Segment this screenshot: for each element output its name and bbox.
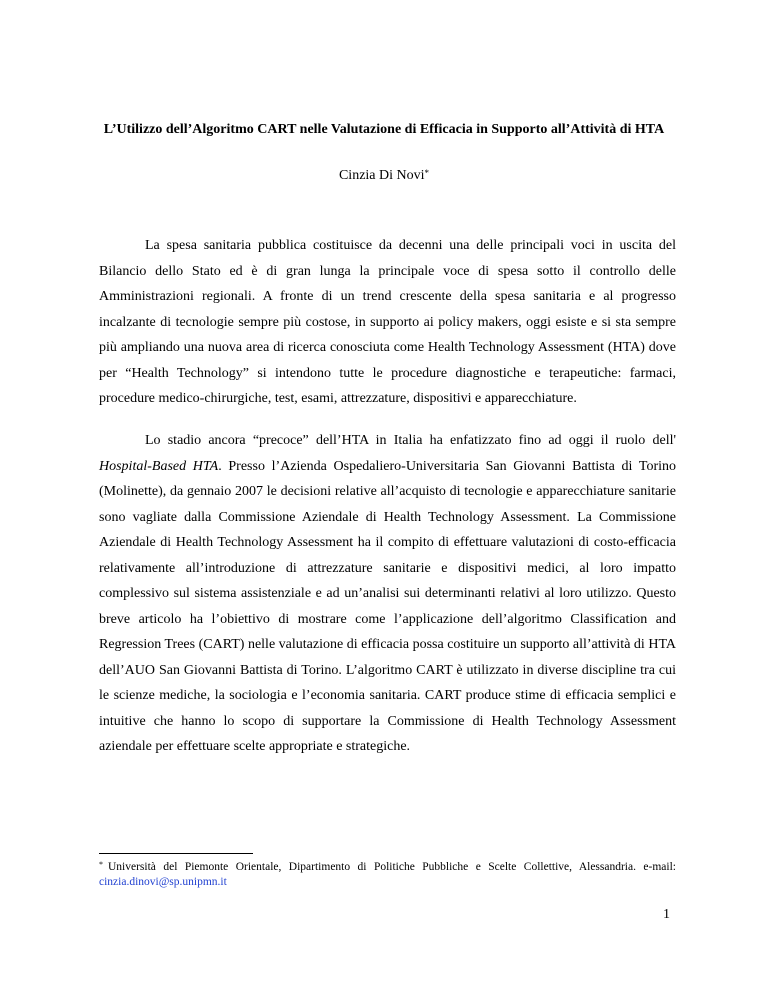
page-number: 1	[663, 907, 670, 922]
footnote-email-link[interactable]: cinzia.dinovi@sp.unipmn.it	[99, 876, 227, 888]
footnote-mark: *	[99, 860, 103, 869]
paper-title: L’Utilizzo dell’Algoritmo CART nelle Valutazione di Efficacia in Supporto all’Attività di HTA	[103, 122, 665, 137]
footnote-text: Università del Piemonte Orientale, Dipartimento di Politiche Pubbliche e Scelte Collettive, Alessandria. e-mail:	[108, 861, 676, 873]
body-paragraph: La spesa sanitaria pubblica costituisce da decenni una delle principali voci in uscita del Bilancio dello Stato ed è di gran lunga la principale voce di spesa sotto il controllo delle Amministrazioni regionali. A fronte di un trend crescente della spesa sanitaria e al progresso incalzante di tecnologie sempre più costose, in supporto ai policy makers, oggi esiste e si sta sempre più ampliando una nuova area di ricerca conosciuta come Health Technology Assessment (HTA) dove per “Health Technology” si intendono tutte le procedure diagnostiche e terapeutiche: farmaci, procedure medico-chirurgiche, test, esami, attrezzature, dispositivi e apparecchiature.	[99, 238, 676, 406]
paragraph-text: Lo stadio ancora “precoce” dell’HTA in Italia ha enfatizzato fino ad oggi il ruolo dell'	[145, 433, 676, 448]
author-name: Cinzia Di Novi	[338, 168, 425, 183]
paragraph-text: . Presso l’Azienda Ospedaliero-Universitaria San Giovanni Battista di Torino (Molinette), da gennaio 2007 le decisioni relative all’acquisto di tecnologie e apparecchiature sanitarie sono vagliate dalla Commissione Aziendale di Health Technology Assessment. La Commissione Aziendale di Health Technology Assessment ha il compito di effettuare valutazioni di costo-efficacia relativamente all’introduzione di attrezzature sanitarie e dispositivi medici, al loro impatto complessivo sul sistema assistenziale e ad un’analisi sui determinanti relativi al loro utilizzo. Questo breve articolo ha l’obiettivo di mostrare come l’applicazione dell’algoritmo Classification and Regression Trees (CART) nelle valutazione di efficacia possa costituire un supporto all’attività di HTA dell’AUO San Giovanni Battista di Torino. L’algoritmo CART è utilizzato in diverse discipline tra cui le scienze mediche, la sociologia e l’economia sanitaria. CART produce stime di efficacia semplici e intuitive che hanno lo scopo di supportare la Commissione di Health Technology Assessment aziendale per effettuare scelte appropriate e strategiche.	[99, 458, 676, 754]
footnote	[99, 860, 676, 890]
footnote-separator	[99, 853, 253, 854]
body-paragraph	[99, 428, 676, 760]
author-line	[60, 166, 708, 186]
italic-term: Hospital-Based HTA	[99, 458, 219, 474]
author-footnote-mark: *	[424, 168, 430, 178]
